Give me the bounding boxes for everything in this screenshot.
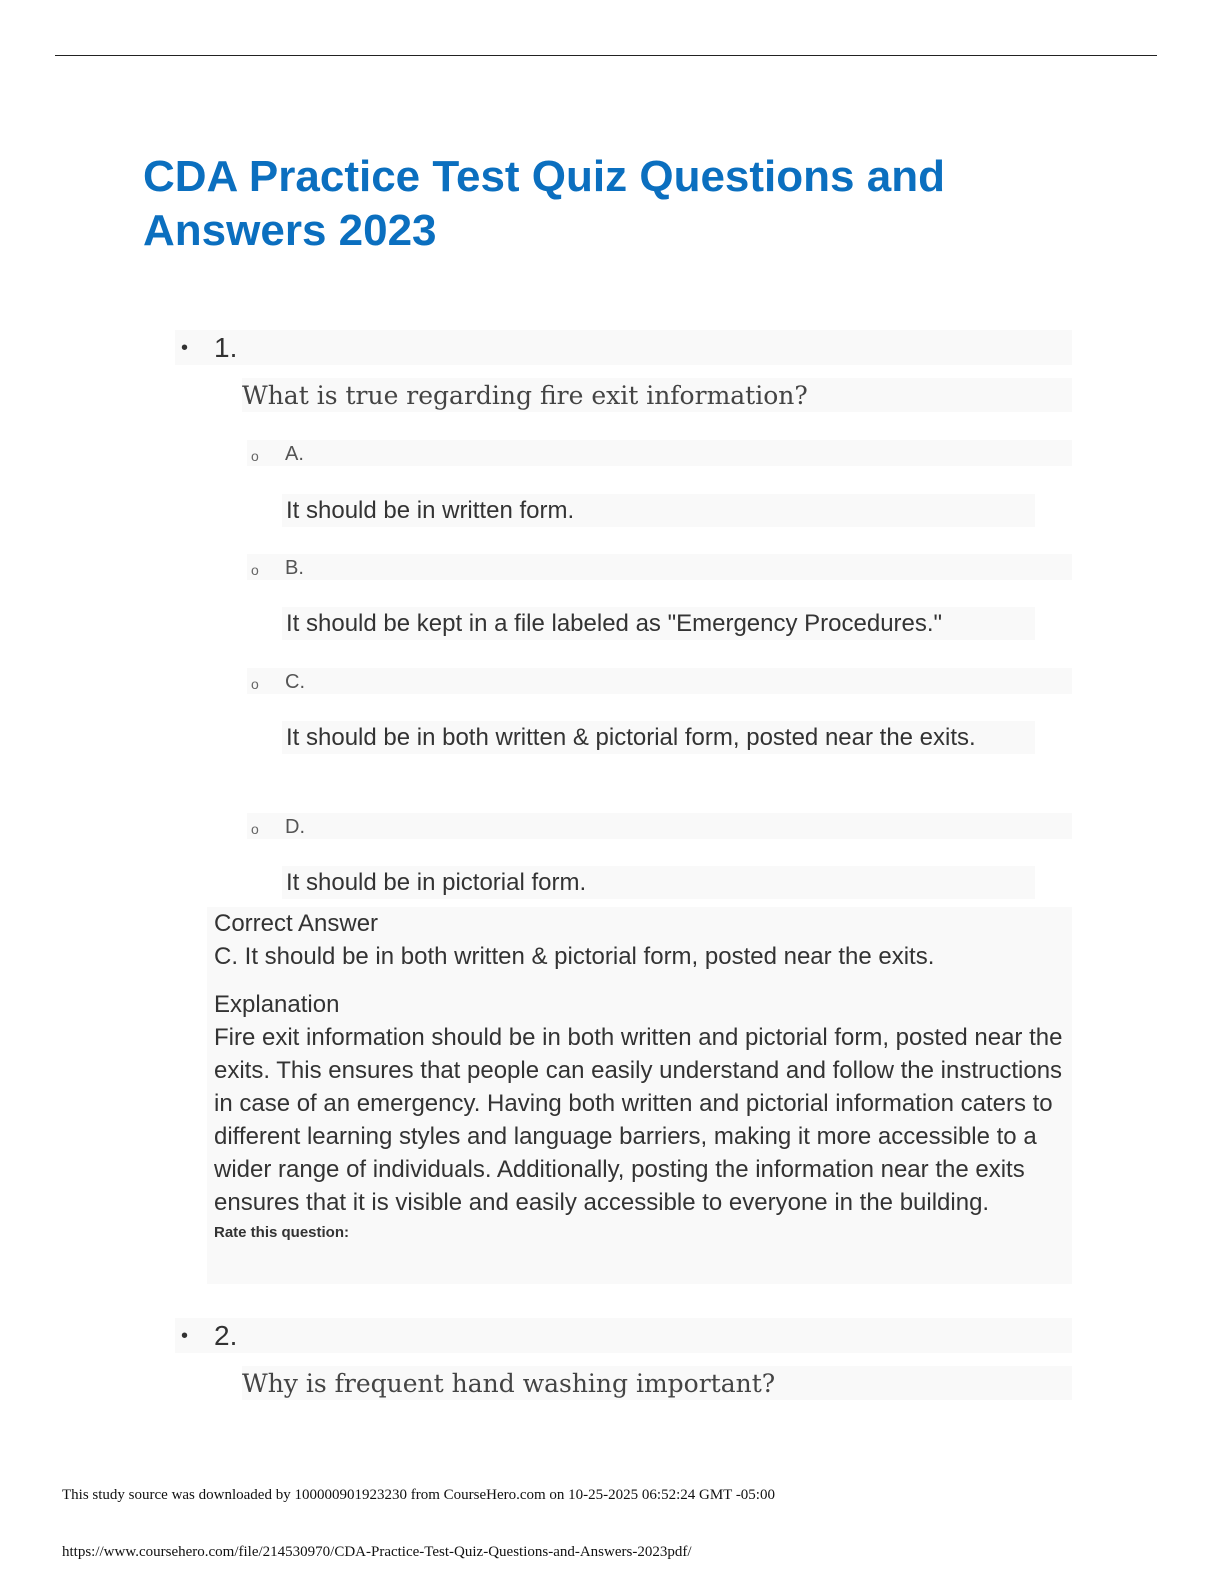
option-b-text: It should be kept in a file labeled as "Emergency Procedures."	[282, 607, 1035, 640]
option-c-text: It should be in both written & pictorial form, posted near the exits.	[282, 721, 1035, 754]
question-2-text: Why is frequent hand washing important?	[242, 1366, 1072, 1400]
page-title: CDA Practice Test Quiz Questions and Answers 2023	[143, 152, 945, 255]
answer-block	[207, 907, 1072, 1284]
option-a-label: o A.	[247, 440, 1072, 466]
option-a-text: It should be in written form.	[282, 494, 1035, 527]
circle-bullet-icon: o	[251, 676, 259, 692]
circle-bullet-icon: o	[251, 562, 259, 578]
question-2-number: • 2.	[175, 1318, 1072, 1353]
option-d-label: o D.	[247, 813, 1072, 839]
question-1-number: • 1.	[175, 330, 1072, 365]
source-url[interactable]: https://www.coursehero.com/file/214530970/CDA-Practice-Test-Quiz-Questions-and-Answers-2023pdf/	[62, 1544, 692, 1560]
bullet-icon: •	[181, 337, 189, 359]
bullet-icon: •	[181, 1325, 189, 1347]
explanation-text: Fire exit information should be in both written and pictorial form, posted near the exits. This ensures that people can easily understand and follow the instructions in case of an emergency. Having both written and pictorial information caters to different learning styles and language barriers, making it more accessible to a wider range of individuals. Additionally, posting the information near the exits ensures that it is visible and easily accessible to everyone in the building.	[214, 1024, 1063, 1216]
correct-answer-heading: Correct Answer	[214, 910, 379, 937]
question-1-text: What is true regarding fire exit information?	[242, 378, 1072, 412]
option-d-text: It should be in pictorial form.	[282, 866, 1035, 899]
top-rule	[55, 55, 1157, 56]
circle-bullet-icon: o	[251, 821, 259, 837]
download-note: This study source was downloaded by 100000901923230 from CourseHero.com on 10-25-2025 06:52:24 GMT -05:00	[62, 1487, 775, 1503]
correct-answer-text: C. It should be in both written & pictorial form, posted near the exits.	[214, 943, 935, 970]
explanation-heading: Explanation	[214, 991, 340, 1018]
option-b-label: o B.	[247, 554, 1072, 580]
rate-question-label: Rate this question:	[214, 1224, 350, 1241]
option-c-label: o C.	[247, 668, 1072, 694]
circle-bullet-icon: o	[251, 448, 259, 464]
